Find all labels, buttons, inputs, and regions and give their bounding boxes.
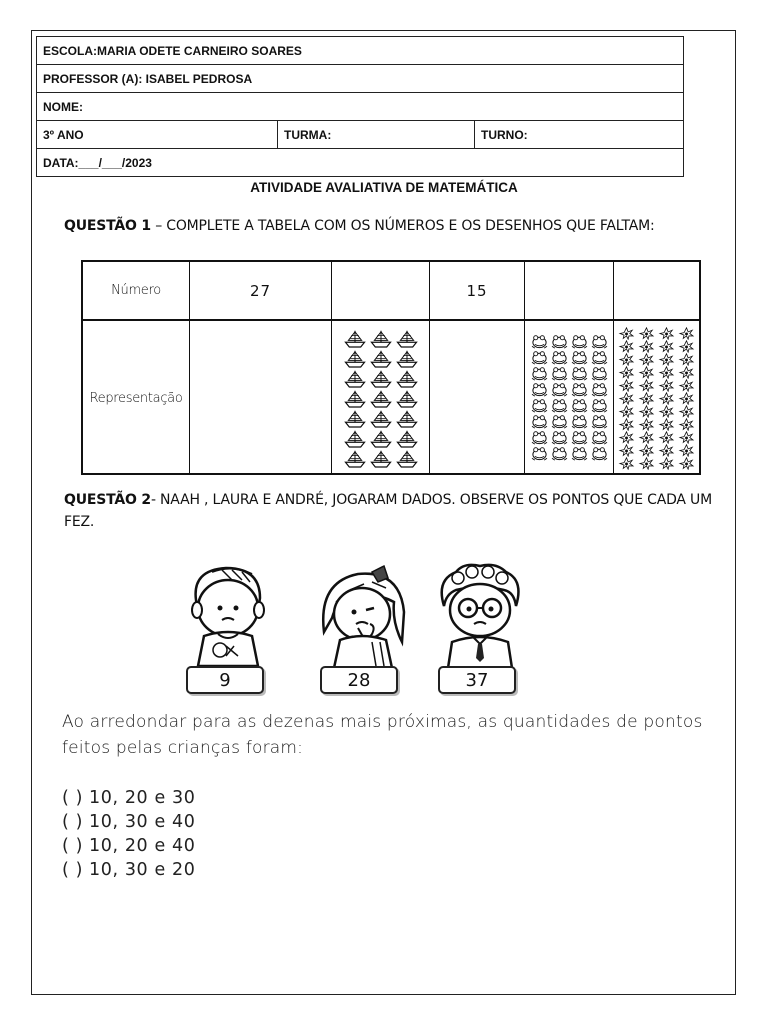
drawing-cell-2 <box>332 321 430 475</box>
star-flower-icon <box>617 366 636 379</box>
star-flower-icon <box>617 327 636 340</box>
option-c-text: 10, 20 e 40 <box>89 836 196 856</box>
star-flower-icon <box>617 379 636 392</box>
drawing-cell-5 <box>614 321 699 475</box>
boat-icon <box>395 429 419 448</box>
star-flower-icon <box>677 366 696 379</box>
star-flower-icon <box>657 431 676 444</box>
boat-icon <box>369 329 393 348</box>
number-cell-5[interactable] <box>614 262 699 319</box>
question-1-label: QUESTÃO 1 <box>64 218 151 234</box>
frog-icon <box>570 430 589 446</box>
frog-icon <box>590 334 609 350</box>
frog-icon <box>530 350 549 366</box>
answer-options <box>62 786 195 882</box>
number-cell-3[interactable]: 15 <box>430 262 525 319</box>
option-b[interactable] <box>62 810 195 834</box>
number-table <box>81 260 701 475</box>
boat-icon <box>395 329 419 348</box>
number-cell-2[interactable] <box>332 262 430 319</box>
option-a-text: 10, 20 e 30 <box>89 788 196 808</box>
boat-icon <box>369 349 393 368</box>
frog-icon <box>550 430 569 446</box>
star-flower-icon <box>677 457 696 470</box>
drawing-cell-4 <box>525 321 614 475</box>
boat-icon <box>395 349 419 368</box>
star-flower-icon <box>657 444 676 457</box>
boy-andre-illustration <box>434 562 526 682</box>
score-box-laura: 28 <box>320 666 398 694</box>
option-b-text: 10, 30 e 40 <box>89 812 196 832</box>
star-flower-icon <box>657 392 676 405</box>
name-field[interactable]: NOME: <box>43 99 83 114</box>
school-field: ESCOLA:MARIA ODETE CARNEIRO SOARES <box>43 43 302 58</box>
boat-grid <box>332 321 429 475</box>
option-a-checkbox[interactable]: ( ) <box>62 788 84 808</box>
page-title: ATIVIDADE AVALIATIVA DE MATEMÁTICA <box>250 180 518 195</box>
number-cell-1[interactable]: 27 <box>190 262 332 319</box>
boat-icon <box>369 389 393 408</box>
frog-grid <box>525 321 613 475</box>
boat-icon <box>343 429 367 448</box>
question-1-text: – COMPLETE A TABELA COM OS NÚMEROS E OS DESENHOS QUE FALTAM: <box>150 218 655 234</box>
boy-naah-illustration <box>182 562 274 682</box>
star-flower-grid <box>614 321 699 475</box>
boat-icon <box>343 369 367 388</box>
star-flower-icon <box>637 431 656 444</box>
star-flower-icon <box>637 353 656 366</box>
number-cell-4[interactable] <box>525 262 614 319</box>
table-row-representation <box>83 321 699 475</box>
question-1 <box>64 218 655 234</box>
grade-field: 3º ANO <box>37 121 278 148</box>
star-flower-icon <box>657 405 676 418</box>
boat-icon <box>343 389 367 408</box>
star-flower-icon <box>637 327 656 340</box>
header-row-class <box>37 121 683 149</box>
frog-icon <box>530 446 549 462</box>
star-flower-icon <box>677 405 696 418</box>
frog-icon <box>550 350 569 366</box>
star-flower-icon <box>617 340 636 353</box>
header-box <box>36 36 684 177</box>
row-label-representation: Representação <box>83 321 190 475</box>
star-flower-icon <box>637 366 656 379</box>
frog-icon <box>550 334 569 350</box>
boat-icon <box>343 329 367 348</box>
star-flower-icon <box>677 327 696 340</box>
boat-icon <box>395 389 419 408</box>
score-box-naah: 9 <box>186 666 264 694</box>
star-flower-icon <box>677 444 696 457</box>
star-flower-icon <box>617 431 636 444</box>
question-2-text: - NAAH , LAURA E ANDRÉ, JOGARAM DADOS. OBSERVE OS PONTOS QUE CADA UM FEZ. <box>64 492 712 530</box>
header-row-name <box>37 93 683 121</box>
frog-icon <box>570 366 589 382</box>
star-flower-icon <box>677 379 696 392</box>
star-flower-icon <box>617 392 636 405</box>
star-flower-icon <box>657 340 676 353</box>
frog-icon <box>570 446 589 462</box>
frog-icon <box>550 366 569 382</box>
girl-laura-illustration <box>316 562 408 682</box>
boat-icon <box>343 349 367 368</box>
star-flower-icon <box>657 366 676 379</box>
drawing-cell-1[interactable] <box>190 321 332 475</box>
header-row-date <box>37 149 683 176</box>
frog-icon <box>590 446 609 462</box>
frog-icon <box>550 382 569 398</box>
frog-icon <box>590 382 609 398</box>
star-flower-icon <box>637 405 656 418</box>
frog-icon <box>530 366 549 382</box>
star-flower-icon <box>637 444 656 457</box>
star-flower-icon <box>677 392 696 405</box>
option-d[interactable] <box>62 858 195 882</box>
star-flower-icon <box>677 418 696 431</box>
star-flower-icon <box>617 457 636 470</box>
star-flower-icon <box>617 405 636 418</box>
frog-icon <box>590 366 609 382</box>
star-flower-icon <box>657 418 676 431</box>
question-2 <box>64 489 734 533</box>
date-field[interactable]: DATA:___/___/2023 <box>43 155 152 170</box>
star-flower-icon <box>657 327 676 340</box>
option-c-checkbox[interactable]: ( ) <box>62 836 84 856</box>
star-flower-icon <box>637 392 656 405</box>
star-flower-icon <box>637 379 656 392</box>
frog-icon <box>530 414 549 430</box>
question-2-body: Ao arredondar para as dezenas mais próximas, as quantidades de pontos feitos pelas crianças foram: <box>62 712 703 758</box>
star-flower-icon <box>657 379 676 392</box>
frog-icon <box>530 430 549 446</box>
frog-icon <box>590 430 609 446</box>
option-a[interactable] <box>62 786 195 810</box>
frog-icon <box>570 382 589 398</box>
option-d-text: 10, 30 e 20 <box>89 860 196 880</box>
boat-icon <box>395 369 419 388</box>
boat-icon <box>369 429 393 448</box>
boat-icon <box>369 449 393 468</box>
question-2-label: QUESTÃO 2 <box>64 492 151 508</box>
boat-icon <box>343 409 367 428</box>
table-row-numbers <box>83 262 699 321</box>
header-row-school <box>37 37 683 65</box>
boat-icon <box>369 409 393 428</box>
frog-icon <box>530 334 549 350</box>
frog-icon <box>590 398 609 414</box>
boat-icon <box>369 369 393 388</box>
frog-icon <box>590 414 609 430</box>
star-flower-icon <box>637 418 656 431</box>
star-flower-icon <box>657 353 676 366</box>
drawing-cell-3[interactable] <box>430 321 525 475</box>
star-flower-icon <box>677 431 696 444</box>
frog-icon <box>550 446 569 462</box>
option-b-checkbox[interactable]: ( ) <box>62 812 84 832</box>
frog-icon <box>570 414 589 430</box>
row-label-number: Número <box>83 262 190 319</box>
frog-icon <box>530 382 549 398</box>
boat-icon <box>343 449 367 468</box>
boat-icon <box>395 409 419 428</box>
star-flower-icon <box>637 340 656 353</box>
star-flower-icon <box>637 457 656 470</box>
class-field[interactable]: TURMA: <box>278 121 475 148</box>
frog-icon <box>570 334 589 350</box>
header-row-teacher <box>37 65 683 93</box>
frog-icon <box>570 350 589 366</box>
star-flower-icon <box>657 457 676 470</box>
teacher-field: PROFESSOR (A): ISABEL PEDROSA <box>43 71 253 86</box>
star-flower-icon <box>617 444 636 457</box>
frog-icon <box>550 414 569 430</box>
score-box-andre: 37 <box>438 666 516 694</box>
frog-icon <box>570 398 589 414</box>
star-flower-icon <box>677 340 696 353</box>
shift-field[interactable]: TURNO: <box>481 127 528 142</box>
frog-icon <box>530 398 549 414</box>
option-c[interactable] <box>62 834 195 858</box>
boat-icon <box>395 449 419 468</box>
star-flower-icon <box>617 418 636 431</box>
frog-icon <box>590 350 609 366</box>
option-d-checkbox[interactable]: ( ) <box>62 860 84 880</box>
star-flower-icon <box>677 353 696 366</box>
star-flower-icon <box>617 353 636 366</box>
frog-icon <box>550 398 569 414</box>
